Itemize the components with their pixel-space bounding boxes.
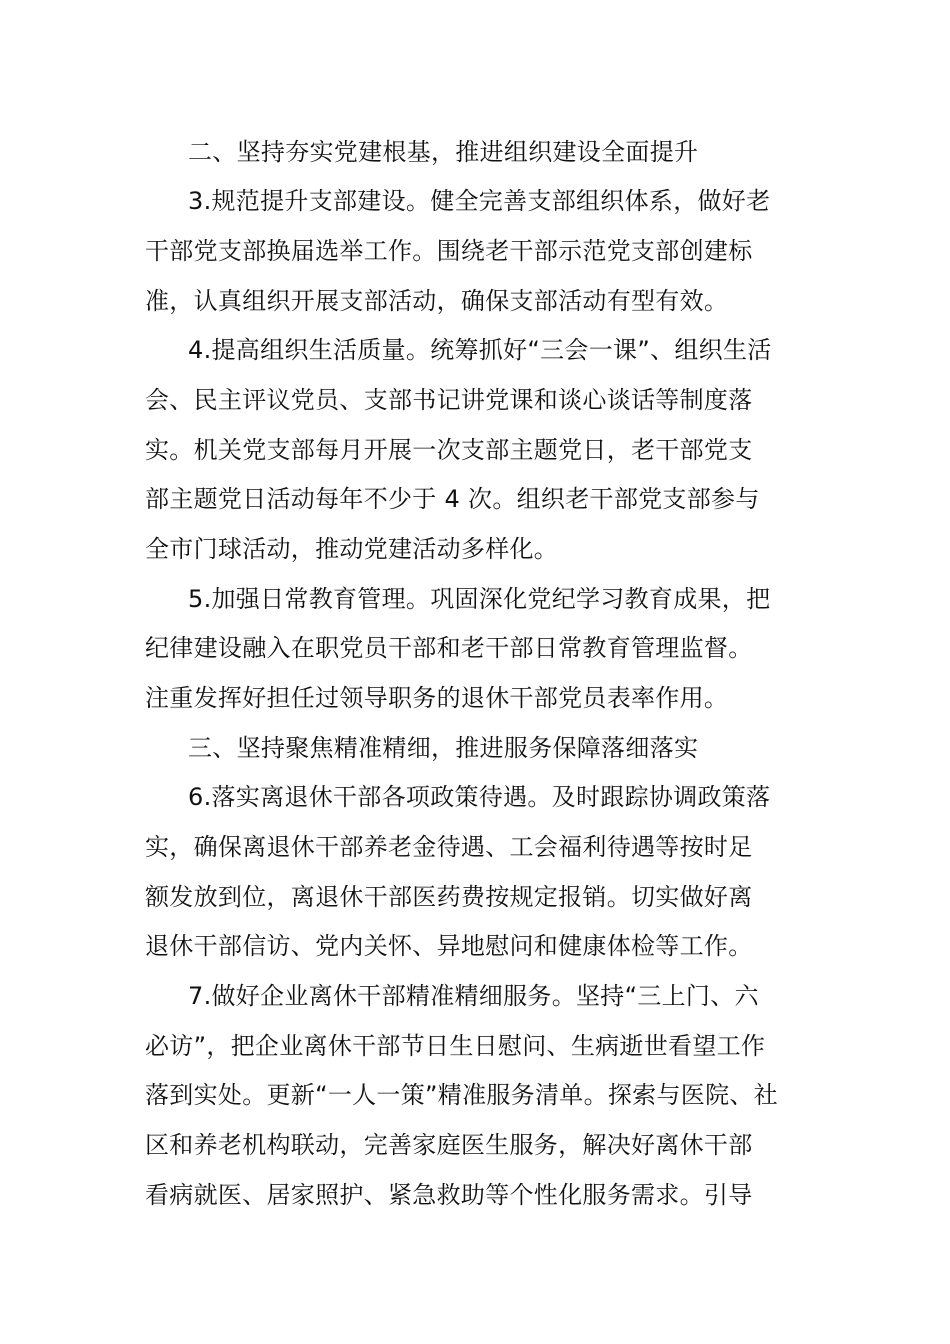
paragraph-line: 额发放到位，离退休干部医药费按规定报销。切实做好离 <box>145 883 753 911</box>
paragraph-line: 实。机关党支部每月开展一次支部主题党日，老干部党支 <box>145 436 753 464</box>
paragraph-line: 落到实处。更新“一人一策”精准服务清单。探索与医院、社 <box>145 1081 778 1109</box>
paragraph-line: 6.落实离退休干部各项政策待遇。及时跟踪协调政策落 <box>188 783 771 811</box>
paragraph-line: 3.规范提升支部建设。健全完善支部组织体系，做好老 <box>188 187 771 215</box>
paragraph-line: 注重发挥好担任过领导职务的退休干部党员表率作用。 <box>145 684 729 712</box>
paragraph-line: 实，确保离退休干部养老金待遇、工会福利待遇等按时足 <box>145 833 753 861</box>
section-heading: 二、坚持夯实党建根基，推进组织建设全面提升 <box>188 138 699 166</box>
paragraph-line: 准，认真组织开展支部活动，确保支部活动有型有效。 <box>145 287 729 315</box>
paragraph-line: 必访”，把企业离休干部节日生日慰问、生病逝世看望工作 <box>145 1032 766 1060</box>
section-heading: 三、坚持聚焦精准精细，推进服务保障落细落实 <box>188 734 699 762</box>
paragraph-line: 退休干部信访、党内关怀、异地慰问和健康体检等工作。 <box>145 932 753 960</box>
paragraph-line: 7.做好企业离休干部精准精细服务。坚持“三上门、六 <box>188 982 759 1010</box>
paragraph-line: 看病就医、居家照护、紧急救助等个性化服务需求。引导 <box>145 1181 753 1209</box>
paragraph-line: 4.提高组织生活质量。统筹抓好“三会一课”、组织生活 <box>188 336 772 364</box>
paragraph-line: 区和养老机构联动，完善家庭医生服务，解决好离休干部 <box>145 1131 753 1159</box>
paragraph-line: 干部党支部换届选举工作。围绕老干部示范党支部创建标 <box>145 237 753 265</box>
paragraph-line: 全市门球活动，推动党建活动多样化。 <box>145 535 559 563</box>
paragraph-line: 5.加强日常教育管理。巩固深化党纪学习教育成果，把 <box>188 585 771 613</box>
paragraph-line: 部主题党日活动每年不少于 4 次。组织老干部党支部参与 <box>145 485 760 513</box>
paragraph-line: 纪律建设融入在职党员干部和老干部日常教育管理监督。 <box>145 634 753 662</box>
paragraph-line: 会、民主评议党员、支部书记讲党课和谈心谈话等制度落 <box>145 386 753 414</box>
